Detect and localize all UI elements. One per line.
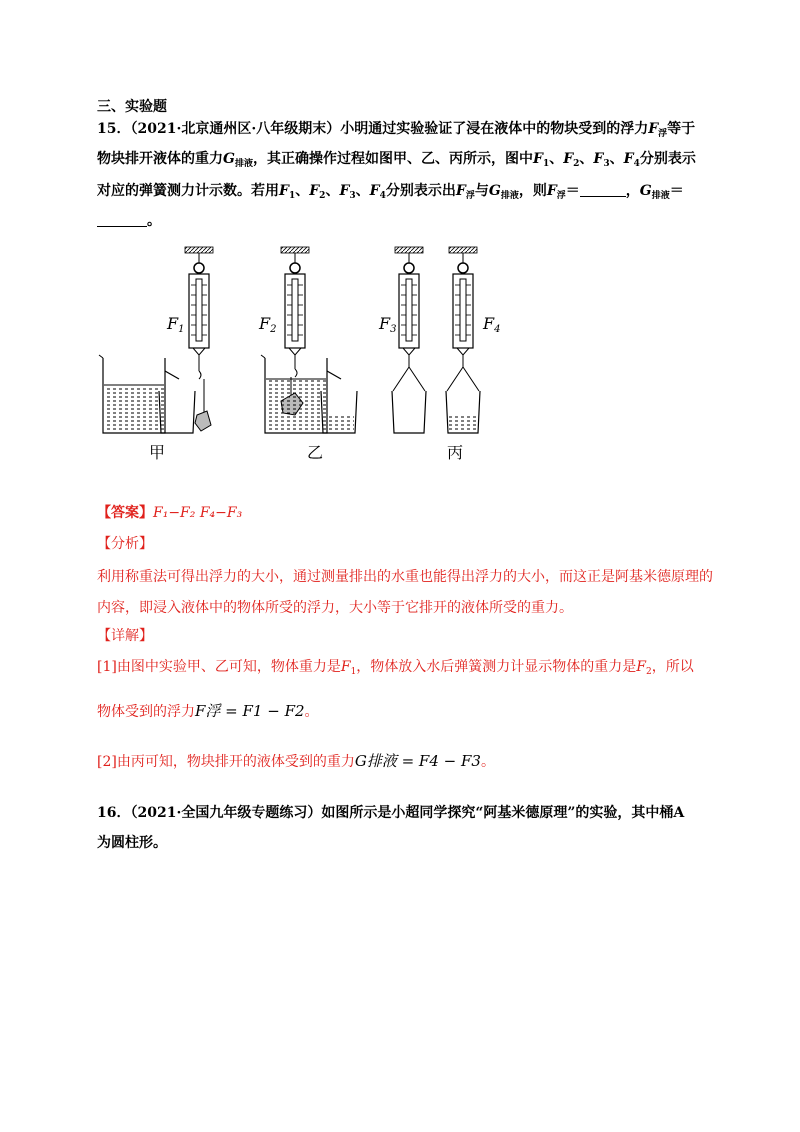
- label-f1: F1: [167, 314, 185, 335]
- detail-tag: 【详解】: [97, 628, 153, 644]
- answer-tag: 【答案】: [97, 505, 153, 521]
- setup-bing-right: [446, 247, 480, 433]
- setup-jia: [99, 247, 213, 433]
- question-15-line-1: 15．（2021·北京通州区·八年级期末）小明通过实验验证了浸在液体中的物块受到的浮力$F_浮$等于: [97, 121, 696, 139]
- answer-blank-2[interactable]: [97, 212, 147, 227]
- formula-buoyancy: F浮 = F1 − F2: [195, 702, 305, 720]
- answer-line: [97, 500, 717, 526]
- question-source: （2021·北京通州区·八年级期末）: [130, 121, 341, 137]
- question-15-line-3: 对应的弹簧测力计示数。若用$F_1$、$F_2$、$F_3$、$F_4$分别表示出$F_浮$与$G_{排液}$，则$F_浮=$ ，$G_{排液}=$: [97, 183, 684, 201]
- detail-para-3: [2]由丙可知，物块排开的液体受到的重力G排液 = F4 − F3。: [97, 752, 495, 770]
- section-title: 三、实验题: [97, 99, 167, 115]
- experiment-figure: [95, 243, 515, 468]
- caption-bing: 丙: [447, 443, 464, 462]
- question-16-line-1: 16．（2021·全国九年级专题练习）如图所示是小超同学探究“阿基米德原理”的实验，其中桶A: [97, 805, 685, 821]
- caption-jia: 甲: [149, 443, 166, 462]
- caption-yi: 乙: [307, 443, 324, 462]
- detail-para-1: [1]由图中实验甲、乙可知，物体重力是$F_1$，物体放入水后弹簧测力计显示物体的重力是$F_2$，所以: [97, 659, 694, 677]
- answer-blank-1[interactable]: [580, 182, 626, 197]
- question-15-line-4: 。: [97, 208, 717, 234]
- answer-text: F₁−F₂ F₄−F₃: [153, 505, 243, 521]
- label-f4: F4: [483, 314, 501, 335]
- detail-para-2: 物体受到的浮力F浮 = F1 − F2。: [97, 702, 319, 720]
- analysis-text: 利用称重法可得出浮力的大小，通过测量排出的水重也能得出浮力的大小，而这正是阿基米德原理的内容，即浸入液体中的物体所受的浮力，大小等于它排开的液体所受的重力。: [97, 569, 713, 616]
- label-f2: F2: [259, 314, 277, 335]
- formula-weight: G排液 = F4 − F3: [354, 752, 481, 770]
- setup-yi: [261, 247, 357, 433]
- label-f3: F3: [379, 314, 397, 335]
- analysis-tag: 【分析】: [97, 536, 153, 552]
- setup-bing-left: [392, 247, 426, 433]
- question-number: 15．: [97, 121, 131, 137]
- question-15-line-2: 物块排开液体的重力$G_{排液}$，其正确操作过程如图甲、乙、丙所示，图中$F_1$、$F_2$、$F_3$、$F_4$分别表示: [97, 151, 696, 169]
- question-16-line-2: 为圆柱形。: [97, 835, 167, 851]
